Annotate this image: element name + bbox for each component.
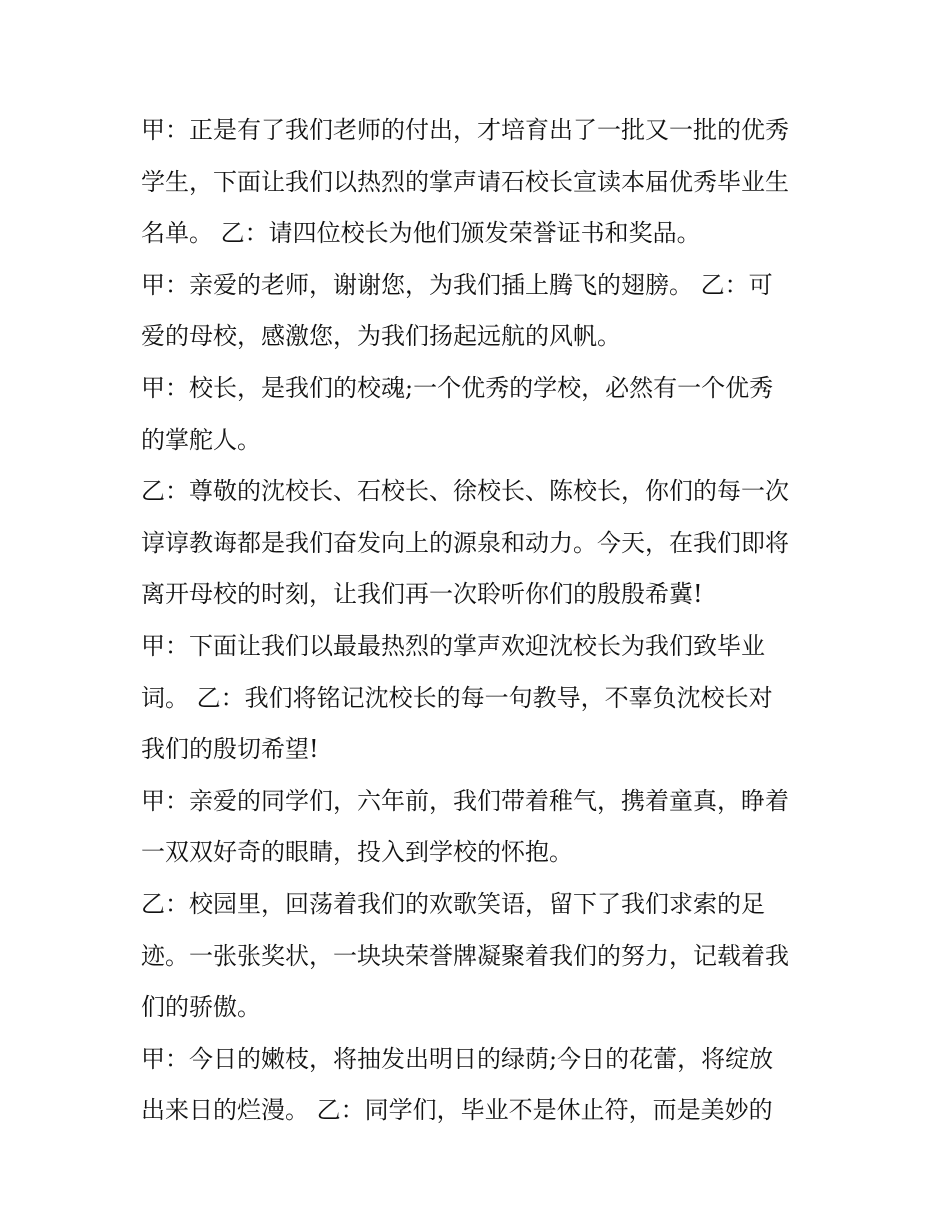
document-body [141,110,821,1142]
text-line: 我们的殷切希望! [141,735,319,764]
text-line: 甲：亲爱的老师，谢谢您，为我们插上腾飞的翅膀。 乙：可 [141,270,773,299]
text-line: 学生，下面让我们以热烈的掌声请石校长宣读本届优秀毕业生 [141,167,789,196]
text-line: 甲：正是有了我们老师的付出，才培育出了一批又一批的优秀 [141,116,789,144]
text-line: 甲：校长，是我们的校魂;一个优秀的学校，必然有一个优秀 [141,373,774,402]
text-line: 甲：今日的嫩枝，将抽发出明日的绿荫;今日的花蕾，将绽放 [141,1044,774,1073]
text-line: 出来日的烂漫。 乙：同学们，毕业不是休止符，而是美妙的 [141,1096,773,1125]
text-line: 乙：尊敬的沈校长、石校长、徐校长、陈校长，你们的每一次 [141,477,789,506]
text-line: 一双双好奇的眼睛，投入到学校的怀抱。 [141,838,573,867]
text-line: 谆谆教诲都是我们奋发向上的源泉和动力。今天，在我们即将 [141,528,789,557]
text-line: 爱的母校，感激您，为我们扬起远航的风帆。 [141,322,621,351]
text-line: 词。 乙：我们将铭记沈校长的每一句教导，不辜负沈校长对 [141,683,773,712]
text-line: 迹。一张张奖状，一块块荣誉牌凝聚着我们的努力，记载着我 [141,941,789,970]
text-line: 甲：下面让我们以最最热烈的掌声欢迎沈校长为我们致毕业 [141,631,765,660]
text-line: 们的骄傲。 [141,993,261,1022]
text-line: 名单。 乙：请四位校长为他们颁发荣誉证书和奖品。 [141,219,701,248]
text-line: 乙：校园里，回荡着我们的欢歌笑语，留下了我们求索的足 [141,889,765,918]
text-line: 甲：亲爱的同学们，六年前，我们带着稚气，携着童真，睁着 [141,786,789,815]
text-line: 离开母校的时刻，让我们再一次聆听你们的殷殷希冀! [141,580,703,609]
text-line: 的掌舵人。 [141,425,261,454]
